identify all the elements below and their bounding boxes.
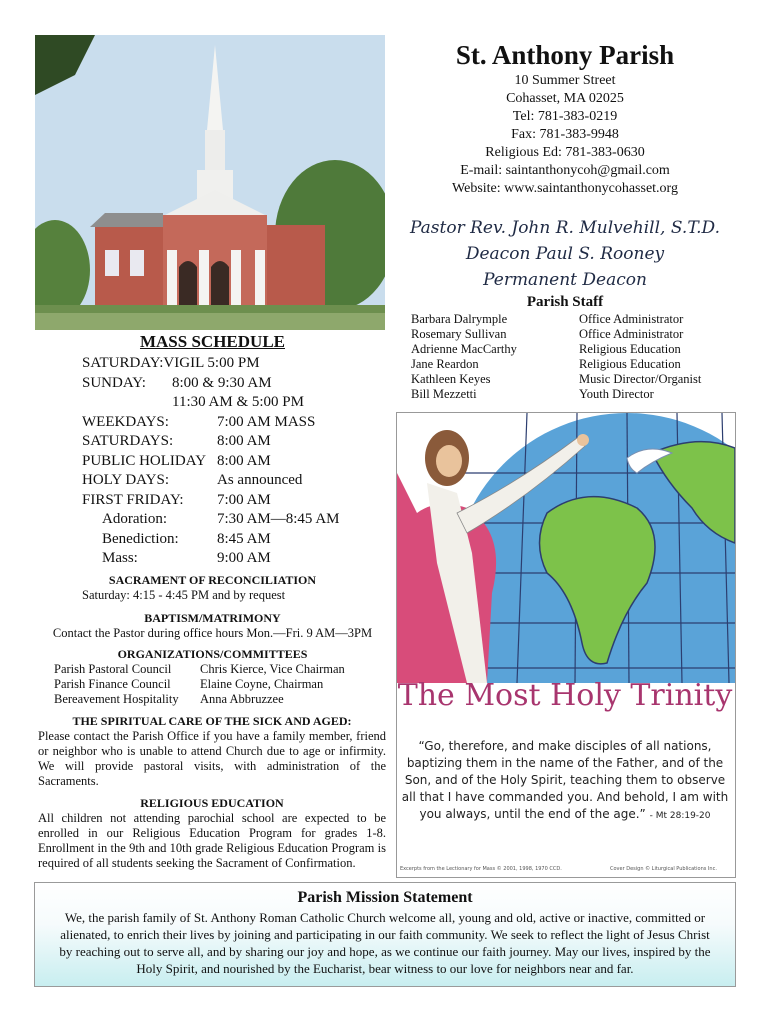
schedule-value: 8:00 AM xyxy=(217,433,271,449)
staff-role: Religious Education xyxy=(579,357,681,371)
religious-ed-section xyxy=(38,796,386,871)
schedule-row xyxy=(82,471,382,491)
address-street: 10 Summer Street xyxy=(514,73,616,88)
pastor-name: Pastor Rev. John R. Mulvehill, S.T.D. xyxy=(410,218,720,238)
org-name: Parish Finance Council xyxy=(54,677,171,691)
deacon-title: Permanent Deacon xyxy=(483,270,647,290)
sick-care-heading: THE SPIRITUAL CARE OF THE SICK AND AGED: xyxy=(72,714,352,728)
org-name: Parish Pastoral Council xyxy=(54,662,172,676)
religious-ed-heading: RELIGIOUS EDUCATION xyxy=(140,796,284,810)
schedule-label: WEEKDAYS: xyxy=(82,413,169,430)
schedule-label: SATURDAYS: xyxy=(82,433,174,449)
staff-heading: Parish Staff xyxy=(526,294,604,310)
schedule-label: HOLY DAYS: xyxy=(82,472,169,488)
mission-text: We, the parish family of St. Anthony Roman Catholic Church welcome all, young and old, active or inactive, committed or alienated, to enrich their lives by joining and participating in our faith community. We seek to reflect the light of Jesus Christ by reaching out to serve all, and by sharing our joy and hope, as we continue our faith journey. May our lives, inspired by the Holy Spirit, and nourished by the Eucharist, bear witness to our love for neighbors near and far. xyxy=(59,910,711,976)
sunday-row xyxy=(82,374,382,394)
org-contact: Anna Abbruzzee xyxy=(200,692,284,706)
baptism-text: Contact the Pastor during office hours Mon.—Fri. 9 AM—3PM xyxy=(52,626,373,640)
org-row xyxy=(40,662,385,677)
contact-block xyxy=(395,72,735,198)
mass-schedule xyxy=(82,354,382,569)
sunday-times-2: 11:30 AM & 5:00 PM xyxy=(172,394,304,410)
org-name: Bereavement Hospitality xyxy=(54,692,179,706)
religious-ed-text: All children not attending parochial school are expected to be enrolled in our Religious Education Program for grades 1-8. Enrollment in the 9th and 10th grade Religious Education Program is required of all students seeking the Sacrament of Confirmation. xyxy=(38,811,386,870)
schedule-label: FIRST FRIDAY: xyxy=(82,491,184,508)
organizations-section xyxy=(40,647,385,707)
mission-heading: Parish Mission Statement xyxy=(297,889,473,906)
schedule-value: 8:45 AM xyxy=(217,530,271,547)
email-link[interactable]: E-mail: saintanthonycoh@gmail.com xyxy=(460,163,670,178)
schedule-row xyxy=(82,491,382,511)
deacon-name: Deacon Paul S. Rooney xyxy=(465,244,665,264)
sick-care-text: Please contact the Parish Office if you have a family member, friend or neighbor who is unable to attend Church due to age or infirmity. We will provide pastoral visits, with administration of the Sacraments. xyxy=(38,729,386,788)
staff-role: Music Director/Organist xyxy=(579,372,702,386)
church-photo xyxy=(35,35,385,330)
staff-name: Kathleen Keyes xyxy=(411,372,491,386)
staff-row xyxy=(411,342,731,357)
verse-text: “Go, therefore, and make disciples of all nations, baptizing them in the name of the Father, and of the Son, and of the Holy Spirit, teaching them to observe all that I have commanded you. And behold, I am with you always, until the end of the age.” xyxy=(401,739,729,821)
staff-name: Adrienne MacCarthy xyxy=(411,342,517,356)
organizations-heading: ORGANIZATIONS/COMMITTEES xyxy=(117,647,308,661)
schedule-value: 9:00 AM xyxy=(217,550,271,566)
mission-box xyxy=(34,882,736,987)
schedule-row xyxy=(82,413,382,433)
church-illustration xyxy=(35,35,385,330)
org-contact: Chris Kierce, Vice Chairman xyxy=(200,662,345,676)
staff-row xyxy=(411,312,731,327)
mass-schedule-heading: MASS SCHEDULE xyxy=(139,332,285,351)
staff-name: Barbara Dalrymple xyxy=(411,312,508,326)
website-link[interactable]: Website: www.saintanthonycohasset.org xyxy=(452,181,678,196)
staff-name: Bill Mezzetti xyxy=(411,387,477,401)
schedule-row xyxy=(82,432,382,452)
schedule-value: 7:00 AM MASS xyxy=(217,413,316,430)
reconciliation-heading: SACRAMENT OF RECONCILIATION xyxy=(108,573,317,587)
schedule-row xyxy=(82,510,382,530)
sunday-times: 8:00 & 9:30 AM xyxy=(172,374,272,391)
baptism-heading: BAPTISM/MATRIMONY xyxy=(144,611,281,625)
org-row xyxy=(40,692,385,707)
religious-ed-phone: Religious Ed: 781-383-0630 xyxy=(485,145,645,160)
address-city: Cohasset, MA 02025 xyxy=(506,91,624,106)
staff-row xyxy=(411,327,731,342)
fax: Fax: 781-383-9948 xyxy=(511,127,619,142)
cover-design-credit: Cover Design © Liturgical Publications Inc. xyxy=(610,866,717,872)
parish-title: St. Anthony Parish xyxy=(455,40,675,70)
org-contact: Elaine Coyne, Chairman xyxy=(200,677,324,691)
phone: Tel: 781-383-0219 xyxy=(512,109,618,124)
org-row xyxy=(40,677,385,692)
staff-row xyxy=(411,357,731,372)
staff-role: Youth Director xyxy=(579,387,654,401)
saturday-vigil: SATURDAY:VIGIL 5:00 PM xyxy=(82,355,260,371)
schedule-value: 7:30 AM—8:45 AM xyxy=(217,511,340,527)
staff-role: Office Administrator xyxy=(579,312,684,326)
sunday-label: SUNDAY: xyxy=(82,374,146,391)
schedule-row xyxy=(82,530,382,550)
schedule-label: PUBLIC HOLIDAY xyxy=(82,452,207,469)
reconciliation-text: Saturday: 4:15 - 4:45 PM and by request xyxy=(82,588,286,602)
schedule-row xyxy=(82,549,382,569)
staff-name: Jane Reardon xyxy=(411,357,479,371)
schedule-label: Mass: xyxy=(102,550,138,566)
baptism-section xyxy=(40,611,385,641)
staff-role: Office Administrator xyxy=(579,327,684,341)
jesus-globe-illustration xyxy=(397,413,735,683)
schedule-value: 8:00 AM xyxy=(217,452,271,469)
schedule-row xyxy=(82,452,382,472)
schedule-label: Benediction: xyxy=(102,530,179,547)
schedule-value: 7:00 AM xyxy=(217,491,271,508)
schedule-label: Adoration: xyxy=(102,511,167,527)
clergy-block xyxy=(395,215,735,293)
reconciliation-section xyxy=(40,573,385,603)
trinity-title: The Most Holy Trinity xyxy=(397,678,733,713)
scripture-verse xyxy=(396,738,734,825)
staff-row xyxy=(411,387,731,402)
sick-care-section xyxy=(38,714,386,789)
verse-citation: - Mt 28:19-20 xyxy=(649,811,711,821)
staff-role: Religious Education xyxy=(579,342,681,356)
lectionary-credit: Excerpts from the Lectionary for Mass © 2001, 1998, 1970 CCD. xyxy=(400,866,562,872)
staff-name: Rosemary Sullivan xyxy=(411,327,507,341)
staff-row xyxy=(411,372,731,387)
schedule-value: As announced xyxy=(217,472,303,488)
staff-list xyxy=(411,312,731,402)
